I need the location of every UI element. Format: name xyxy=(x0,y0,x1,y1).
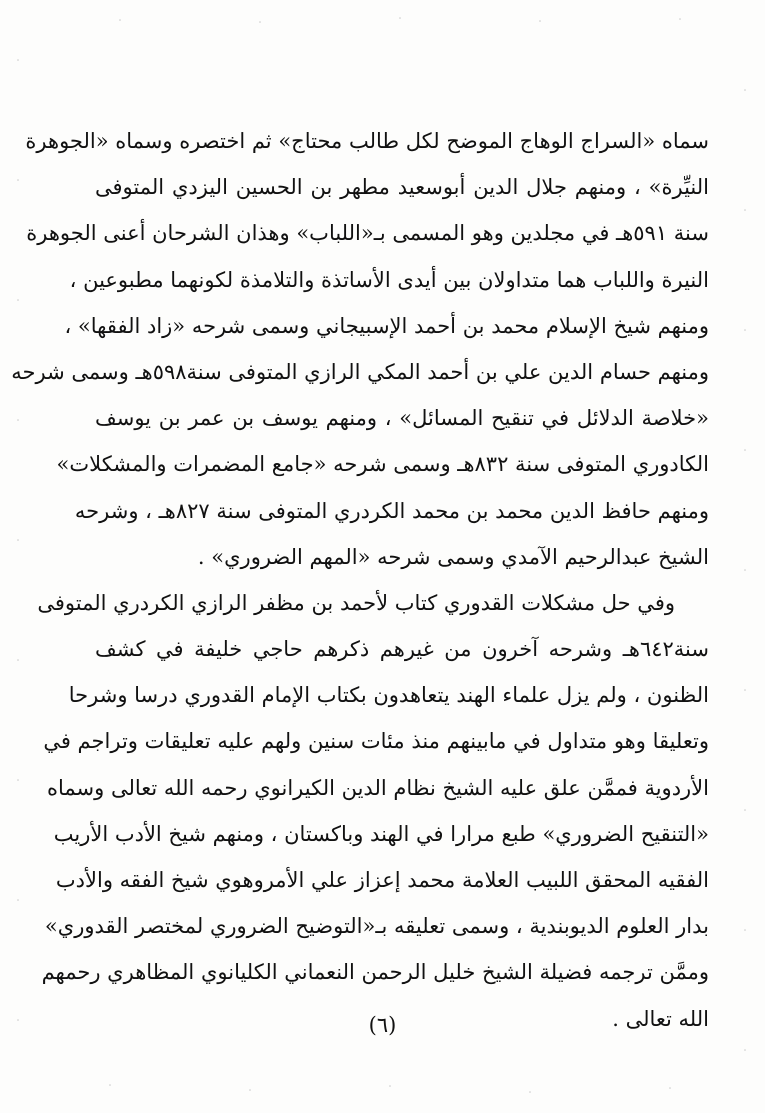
text-line-20: الله تعالى . xyxy=(612,1006,709,1031)
text-line-11: وفي حل مشكلات القدوري كتاب لأحمد بن مظفر الرازي الكردري المتوفى xyxy=(37,590,675,615)
text-line-9: ومنهم حافظ الدين محمد بن محمد الكردري المتوفى سنة ٨٢٧هـ ، وشرحه xyxy=(74,498,709,523)
text-line-7: «خلاصة الدلائل في تنقيح المسائل» ، ومنهم يوسف بن عمر بن يوسف xyxy=(95,406,709,431)
text-line-2: النيِّرة» ، ومنهم جلال الدين أبوسعيد مطهر بن الحسين اليزدي المتوفى xyxy=(95,175,709,200)
text-line-19: وممَّن ترجمه فضيلة الشيخ خليل الرحمن النعماني الكليانوي المظاهري رحمهم xyxy=(41,960,709,985)
page-number: (٦) xyxy=(368,1013,397,1037)
text-line-1: سماه «السراج الوهاج الموضح لكل طالب محتاج» ثم اختصره وسماه «الجوهرة xyxy=(25,129,709,153)
text-line-13: الظنون ، ولم يزل علماء الهند يتعاهدون بكتاب الإمام القدوري درسا وشرحا xyxy=(68,683,709,708)
text-line-10: الشيخ عبدالرحيم الآمدي وسمى شرحه «المهم الضروري» . xyxy=(197,544,709,569)
text-line-8: الكادوري المتوفى سنة ٨٣٢هـ وسمى شرحه «جامع المضمرات والمشكلات» xyxy=(56,452,709,477)
text-line-16: «التنقيح الضروري» طبع مرارا في الهند وباكستان ، ومنهم شيخ الأدب الأريب xyxy=(53,821,709,846)
text-line-12: سنة٦٤٢هـ وشرحه آخرون من غيرهم ذكرهم حاجي خليفة في كشف xyxy=(95,637,709,662)
text-line-15: الأردوية فممَّن علق عليه الشيخ نظام الدين الكيرانوي رحمه الله تعالى وسماه xyxy=(46,775,709,800)
text-line-3: سنة ٥٩١هـ في مجلدين وهو المسمى بـ«اللباب» وهذان الشرحان أعنى الجوهرة xyxy=(26,221,709,246)
body-text xyxy=(11,118,709,1042)
text-line-17: الفقيه المحقق اللبيب العلامة محمد إعزاز علي الأمروهوي شيخ الفقه والأدب xyxy=(55,868,709,892)
text-line-5: ومنهم شيخ الإسلام محمد بن أحمد الإسبيجاني وسمى شرحه «زاد الفقها» ، xyxy=(64,313,709,338)
text-line-6: ومنهم حسام الدين علي بن أحمد المكي الرازي المتوفى سنة٥٩٨هـ وسمى شرحه xyxy=(11,359,709,384)
text-line-14: وتعليقا وهو متداول في مابينهم منذ مئات سنين ولهم عليه تعليقات وتراجم في xyxy=(43,729,709,754)
text-line-18: بدار العلوم الديوبندية ، وسمى تعليقه بـ«التوضيح الضروري لمختصر القدوري» xyxy=(44,914,709,939)
text-line-4: النيرة واللباب هما متداولان بين أيدى الأساتذة والتلامذة لكونهما مطبوعين ، xyxy=(69,267,709,292)
